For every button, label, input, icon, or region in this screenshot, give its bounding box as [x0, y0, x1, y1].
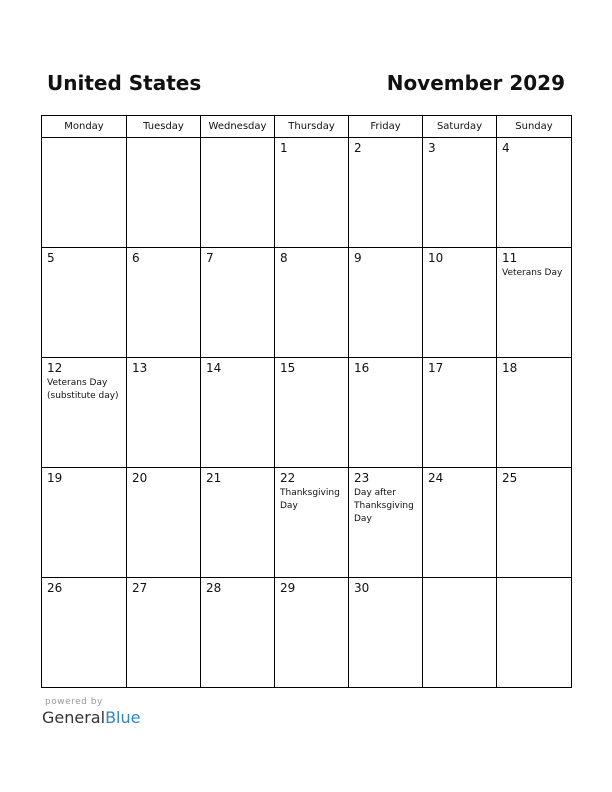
day-cell — [349, 578, 423, 688]
day-cell — [275, 468, 349, 578]
day-number: 1 — [280, 141, 288, 155]
day-number — [201, 138, 274, 142]
day-cell — [497, 578, 572, 688]
day-cell — [423, 358, 497, 468]
day-cell — [201, 248, 275, 358]
day-number: 27 — [132, 581, 148, 595]
day-number: 23 — [354, 471, 370, 485]
day-cell — [497, 138, 572, 248]
holiday-label: Day after Thanksgiving Day — [354, 488, 414, 524]
day-cell — [275, 138, 349, 248]
day-cell — [349, 138, 423, 248]
day-cell — [497, 248, 572, 358]
day-number: 20 — [132, 471, 148, 485]
calendar-grid — [41, 115, 572, 688]
generalblue-logo — [42, 708, 140, 727]
day-cell — [275, 578, 349, 688]
day-number: 19 — [47, 471, 63, 485]
powered-by-label: powered by — [45, 697, 103, 707]
day-cell — [127, 358, 201, 468]
holiday-label: Veterans Day (substitute day) — [47, 378, 119, 401]
day-cell — [423, 468, 497, 578]
day-number: 11 — [502, 251, 518, 265]
week-row — [42, 358, 572, 468]
day-number: 5 — [47, 251, 55, 265]
day-number: 12 — [47, 361, 63, 375]
day-cell — [42, 138, 127, 248]
day-cell — [423, 138, 497, 248]
day-number — [423, 578, 496, 582]
weekday-header: Sunday — [497, 116, 572, 138]
day-cell — [275, 248, 349, 358]
day-number: 25 — [502, 471, 518, 485]
day-number — [42, 138, 126, 142]
week-row — [42, 138, 572, 248]
day-cell — [423, 578, 497, 688]
day-cell — [42, 578, 127, 688]
holiday-label: Veterans Day — [502, 268, 563, 278]
brand-blue-text: Blue — [105, 708, 141, 727]
day-cell — [497, 358, 572, 468]
day-cell — [127, 138, 201, 248]
day-cell — [127, 248, 201, 358]
day-number: 8 — [280, 251, 288, 265]
day-number: 4 — [502, 141, 510, 155]
weekday-header: Tuesday — [127, 116, 201, 138]
weekday-header: Monday — [42, 116, 127, 138]
day-number: 9 — [354, 251, 362, 265]
day-number — [127, 138, 200, 142]
day-number: 30 — [354, 581, 370, 595]
week-row — [42, 468, 572, 578]
day-cell — [201, 358, 275, 468]
day-number: 26 — [47, 581, 63, 595]
day-cell — [349, 248, 423, 358]
day-cell — [42, 358, 127, 468]
day-number: 16 — [354, 361, 370, 375]
day-cell — [201, 578, 275, 688]
weekday-header-row — [42, 116, 572, 138]
day-number: 2 — [354, 141, 362, 155]
day-number: 28 — [206, 581, 222, 595]
day-number — [497, 578, 571, 582]
day-number: 13 — [132, 361, 148, 375]
day-number: 14 — [206, 361, 222, 375]
weekday-header: Saturday — [423, 116, 497, 138]
day-cell — [127, 578, 201, 688]
day-number: 22 — [280, 471, 296, 485]
day-cell — [275, 358, 349, 468]
day-number: 6 — [132, 251, 140, 265]
day-number: 3 — [428, 141, 436, 155]
day-cell — [42, 468, 127, 578]
week-row — [42, 578, 572, 688]
day-number: 15 — [280, 361, 296, 375]
week-row — [42, 248, 572, 358]
holiday-label: Thanksgiving Day — [280, 488, 340, 511]
day-cell — [127, 468, 201, 578]
weekday-header: Thursday — [275, 116, 349, 138]
day-number: 18 — [502, 361, 518, 375]
day-number: 17 — [428, 361, 444, 375]
month-title: November 2029 — [386, 71, 565, 95]
country-title: United States — [47, 71, 202, 95]
day-number: 7 — [206, 251, 214, 265]
day-cell — [201, 138, 275, 248]
day-cell — [349, 358, 423, 468]
day-cell — [349, 468, 423, 578]
day-cell — [42, 248, 127, 358]
weekday-header: Wednesday — [201, 116, 275, 138]
weekday-header: Friday — [349, 116, 423, 138]
day-number: 24 — [428, 471, 444, 485]
day-number: 29 — [280, 581, 296, 595]
brand-general-text: General — [42, 708, 106, 727]
day-cell — [423, 248, 497, 358]
day-number: 21 — [206, 471, 222, 485]
day-number: 10 — [428, 251, 444, 265]
day-cell — [201, 468, 275, 578]
day-cell — [497, 468, 572, 578]
